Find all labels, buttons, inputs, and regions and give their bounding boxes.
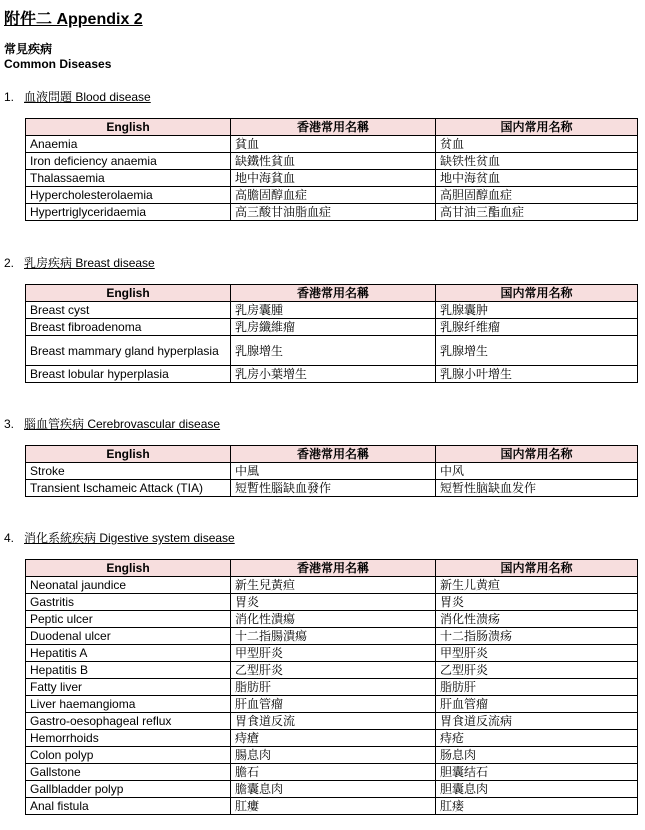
cell-hk-name: 甲型肝炎 [231, 645, 436, 662]
header-mainland-name: 国内常用名称 [436, 446, 638, 463]
cell-english-name: Anaemia [26, 136, 231, 153]
page-title: 附件二 Appendix 2 [4, 11, 143, 28]
table-row [26, 662, 638, 679]
table-row [26, 187, 638, 204]
table-row [26, 594, 638, 611]
cell-hk-name: 十二指腸潰瘍 [231, 628, 436, 645]
table-row [26, 366, 638, 383]
cell-hk-name: 乳房纖維瘤 [231, 319, 436, 336]
cell-english-name: Hypercholesterolaemia [26, 187, 231, 204]
header-hk-name: 香港常用名稱 [231, 285, 436, 302]
cell-mainland-name: 肝血管瘤 [436, 696, 638, 713]
cell-mainland-name: 缺铁性贫血 [436, 153, 638, 170]
table-row [26, 747, 638, 764]
cell-mainland-name: 甲型肝炎 [436, 645, 638, 662]
section-heading-digestive [4, 529, 235, 546]
cell-hk-name: 肛瘻 [231, 798, 436, 815]
table-row [26, 611, 638, 628]
table-row [26, 302, 638, 319]
table-row [26, 764, 638, 781]
table-header-row [26, 119, 638, 136]
section-number: 1. [4, 90, 15, 104]
cerebrovascular-disease-table [25, 445, 638, 497]
header-hk-name: 香港常用名稱 [231, 446, 436, 463]
subtitle-chinese: 常見疾病 [4, 42, 53, 56]
table-row [26, 319, 638, 336]
cell-english-name: Hepatitis A [26, 645, 231, 662]
section-number: 2. [4, 256, 15, 270]
table-row [26, 713, 638, 730]
cell-mainland-name: 地中海贫血 [436, 170, 638, 187]
cell-english-name: Iron deficiency anaemia [26, 153, 231, 170]
cell-hk-name: 貧血 [231, 136, 436, 153]
cell-english-name: Peptic ulcer [26, 611, 231, 628]
section-title: 腦血管疾病 Cerebrovascular disease [24, 417, 221, 431]
cell-english-name: Breast cyst [26, 302, 231, 319]
cell-mainland-name: 乳腺纤维瘤 [436, 319, 638, 336]
table-row [26, 136, 638, 153]
cell-english-name: Breast fibroadenoma [26, 319, 231, 336]
cell-english-name: Neonatal jaundice [26, 577, 231, 594]
table-row [26, 696, 638, 713]
header-mainland-name: 国内常用名称 [436, 285, 638, 302]
cell-mainland-name: 高胆固醇血症 [436, 187, 638, 204]
cell-hk-name: 缺鐵性貧血 [231, 153, 436, 170]
cell-hk-name: 中風 [231, 463, 436, 480]
table-row [26, 336, 638, 366]
cell-hk-name: 乳房小葉增生 [231, 366, 436, 383]
cell-english-name: Gastritis [26, 594, 231, 611]
cell-hk-name: 地中海貧血 [231, 170, 436, 187]
section-heading-breast [4, 254, 155, 271]
cell-english-name: Gastro-oesophageal reflux [26, 713, 231, 730]
cell-hk-name: 膽囊息肉 [231, 781, 436, 798]
cell-hk-name: 乙型肝炎 [231, 662, 436, 679]
cell-english-name: Stroke [26, 463, 231, 480]
cell-mainland-name: 乳腺增生 [436, 336, 638, 366]
cell-hk-name: 高三酸甘油脂血症 [231, 204, 436, 221]
table-row [26, 577, 638, 594]
cell-mainland-name: 乙型肝炎 [436, 662, 638, 679]
breast-disease-table [25, 284, 638, 383]
cell-hk-name: 胃炎 [231, 594, 436, 611]
subtitle-english: Common Diseases [4, 57, 112, 71]
header-hk-name: 香港常用名稱 [231, 119, 436, 136]
cell-mainland-name: 贫血 [436, 136, 638, 153]
cell-hk-name: 脂肪肝 [231, 679, 436, 696]
cell-hk-name: 胃食道反流 [231, 713, 436, 730]
table-row [26, 628, 638, 645]
table-row [26, 463, 638, 480]
table-row [26, 730, 638, 747]
section-title: 血液問題 Blood disease [24, 90, 151, 104]
table-row [26, 153, 638, 170]
cell-mainland-name: 胆囊结石 [436, 764, 638, 781]
section-heading-cerebrovascular [4, 415, 220, 432]
cell-mainland-name: 乳腺小叶增生 [436, 366, 638, 383]
cell-english-name: Duodenal ulcer [26, 628, 231, 645]
cell-mainland-name: 中风 [436, 463, 638, 480]
cell-mainland-name: 痔疮 [436, 730, 638, 747]
cell-english-name: Hemorrhoids [26, 730, 231, 747]
table-row [26, 645, 638, 662]
cell-hk-name: 消化性潰瘍 [231, 611, 436, 628]
section-heading-blood [4, 88, 151, 105]
cell-english-name: Thalassaemia [26, 170, 231, 187]
table-row [26, 170, 638, 187]
section-title: 乳房疾病 Breast disease [24, 256, 155, 270]
cell-mainland-name: 肛瘘 [436, 798, 638, 815]
cell-english-name: Colon polyp [26, 747, 231, 764]
cell-english-name: Gallstone [26, 764, 231, 781]
digestive-disease-table [25, 559, 638, 815]
header-mainland-name: 国内常用名称 [436, 119, 638, 136]
table-row [26, 781, 638, 798]
cell-hk-name: 乳腺增生 [231, 336, 436, 366]
cell-mainland-name: 短暂性脑缺血发作 [436, 480, 638, 497]
table-row [26, 204, 638, 221]
header-english: English [26, 560, 231, 577]
table-header-row [26, 560, 638, 577]
blood-disease-table [25, 118, 638, 221]
cell-english-name: Hepatitis B [26, 662, 231, 679]
cell-mainland-name: 高甘油三酯血症 [436, 204, 638, 221]
cell-english-name: Anal fistula [26, 798, 231, 815]
cell-mainland-name: 消化性溃疡 [436, 611, 638, 628]
cell-hk-name: 新生兒黃疸 [231, 577, 436, 594]
header-hk-name: 香港常用名稱 [231, 560, 436, 577]
cell-mainland-name: 乳腺囊肿 [436, 302, 638, 319]
cell-english-name: Gallbladder polyp [26, 781, 231, 798]
cell-hk-name: 肝血管瘤 [231, 696, 436, 713]
cell-mainland-name: 新生儿黄疸 [436, 577, 638, 594]
cell-hk-name: 腸息肉 [231, 747, 436, 764]
cell-english-name: Hypertriglyceridaemia [26, 204, 231, 221]
header-english: English [26, 446, 231, 463]
cell-english-name: Liver haemangioma [26, 696, 231, 713]
header-english: English [26, 285, 231, 302]
cell-hk-name: 短暫性腦缺血發作 [231, 480, 436, 497]
section-number: 3. [4, 417, 15, 431]
header-mainland-name: 国内常用名称 [436, 560, 638, 577]
cell-hk-name: 膽石 [231, 764, 436, 781]
cell-english-name: Transient Ischameic Attack (TIA) [26, 480, 231, 497]
cell-mainland-name: 脂肪肝 [436, 679, 638, 696]
cell-mainland-name: 胃炎 [436, 594, 638, 611]
table-row [26, 480, 638, 497]
cell-english-name: Breast lobular hyperplasia [26, 366, 231, 383]
table-header-row [26, 285, 638, 302]
cell-mainland-name: 胆囊息肉 [436, 781, 638, 798]
cell-mainland-name: 胃食道反流病 [436, 713, 638, 730]
cell-mainland-name: 肠息肉 [436, 747, 638, 764]
cell-english-name: Breast mammary gland hyperplasia [26, 336, 231, 366]
cell-hk-name: 高膽固醇血症 [231, 187, 436, 204]
cell-mainland-name: 十二指肠溃疡 [436, 628, 638, 645]
section-title: 消化系統疾病 Digestive system disease [24, 531, 235, 545]
section-number: 4. [4, 531, 15, 545]
cell-hk-name: 乳房囊腫 [231, 302, 436, 319]
cell-english-name: Fatty liver [26, 679, 231, 696]
cell-hk-name: 痔瘡 [231, 730, 436, 747]
table-row [26, 798, 638, 815]
table-row [26, 679, 638, 696]
header-english: English [26, 119, 231, 136]
table-header-row [26, 446, 638, 463]
